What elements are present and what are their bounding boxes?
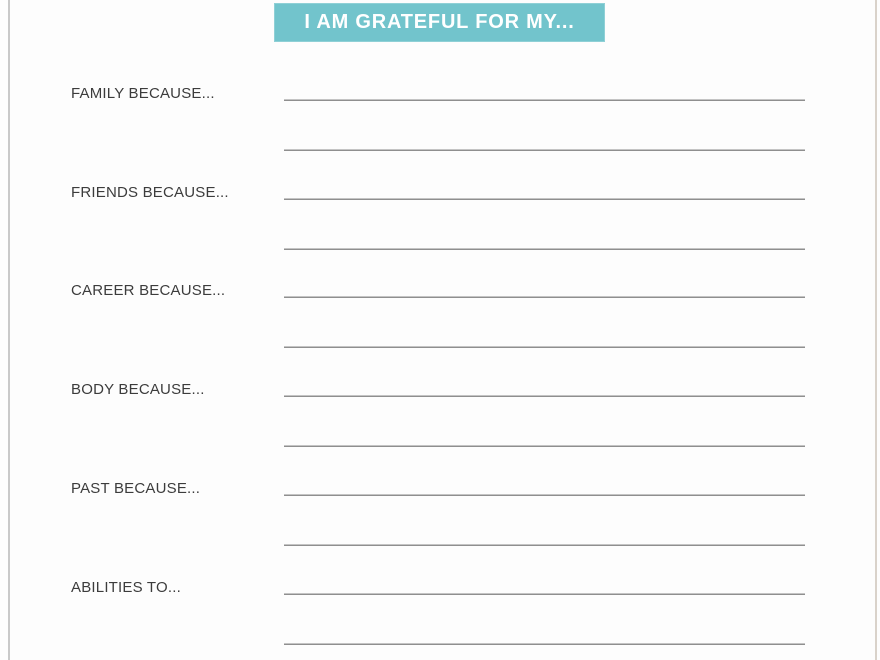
section-label: PAST BECAUSE...: [71, 480, 201, 497]
answer-line: [284, 445, 805, 447]
answer-line: [284, 198, 805, 200]
answer-line: [284, 346, 805, 348]
answer-line: [284, 149, 805, 151]
title-banner: [274, 3, 605, 42]
section-label: FRIENDS BECAUSE...: [71, 184, 229, 201]
answer-line: [284, 494, 805, 496]
answer-line: [284, 248, 805, 250]
section-label: ABILITIES TO...: [71, 579, 181, 596]
section-label: CAREER BECAUSE...: [71, 282, 226, 299]
page-left-edge: [8, 0, 10, 660]
page-title: I AM GRATEFUL FOR MY...: [304, 11, 575, 33]
answer-line: [284, 593, 805, 595]
page-right-edge: [875, 0, 877, 660]
answer-line: [284, 99, 805, 101]
section-label: FAMILY BECAUSE...: [71, 85, 215, 102]
section-label: BODY BECAUSE...: [71, 381, 205, 398]
answer-line: [284, 544, 805, 546]
answer-line: [284, 395, 805, 397]
answer-line: [284, 296, 805, 298]
answer-line: [284, 643, 805, 645]
